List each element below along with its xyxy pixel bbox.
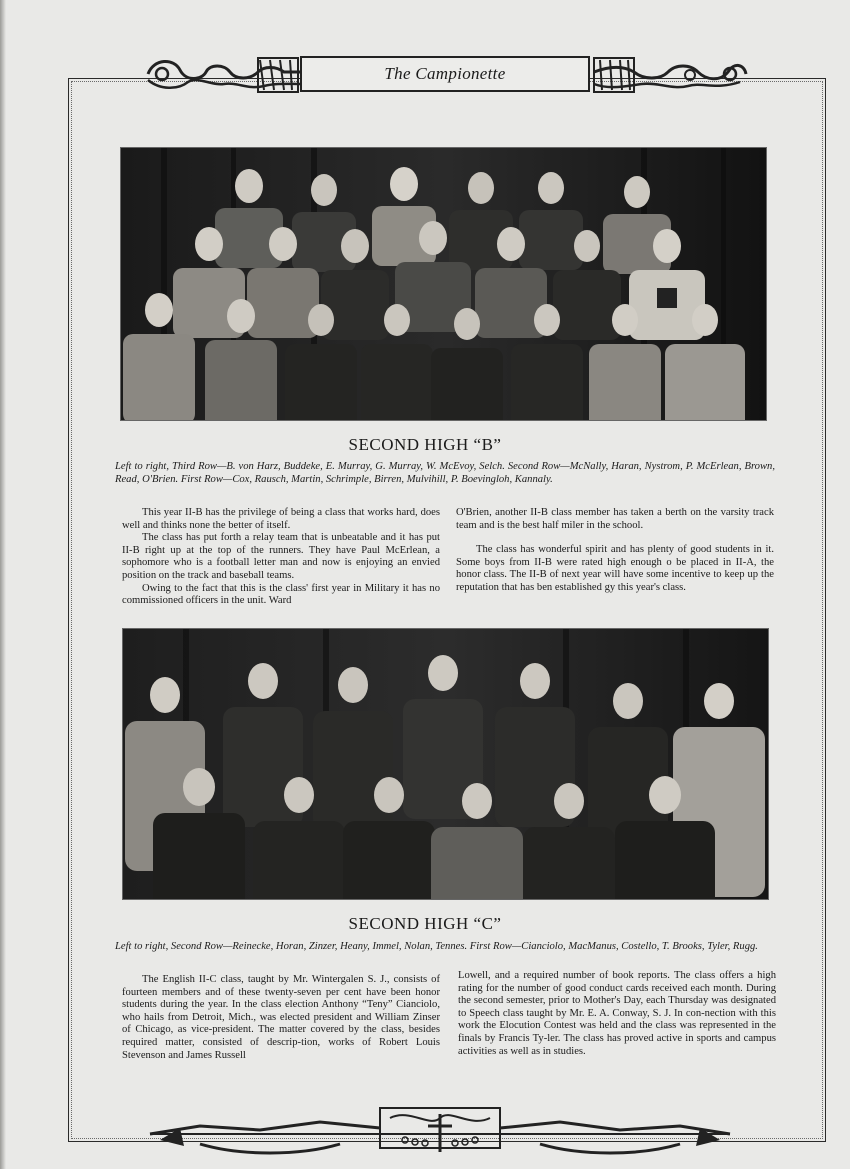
class-photo-second-high-c <box>122 628 769 900</box>
page-edge-shadow <box>0 0 6 1169</box>
article-paragraph: This year II-B has the privilege of being a class that works hard, does well and thinks none the better of itself. <box>122 507 440 531</box>
article-paragraph: O'Brien, another II-B class member has taken a berth on the varsity track team and is the best half miler in the school. <box>456 507 774 531</box>
footer-ornament <box>140 1100 740 1160</box>
article-column-right-b <box>456 507 774 595</box>
left-scroll-ornament <box>140 50 305 100</box>
photo-caption-second-high-c: Left to right, Second Row—Reinecke, Horan, Zinzer, Heany, Immel, Nolan, Tennes. First Row—Cianciolo, MacManus, Costello, T. Brooks, Tyler, Rugg. <box>115 941 758 952</box>
header-banner <box>140 50 750 100</box>
section-heading-second-high-c: SECOND HIGH “C” <box>348 914 502 933</box>
article-column-left-c <box>122 974 440 1062</box>
article-paragraph: Lowell, and a required number of book reports. The class offers a high rating for the number of good conduct cards received each month. During the second semester, prior to Mother's Day, each Thursday was designated to Speech class taught by Mr. E. A. Conway, S. J. In con-nection with this work the Elocution Contest was held and the class was represented in the finals by Francis Ty-ler. The class has proved active in sports and campus activities as well as in studies. <box>458 970 776 1057</box>
article-paragraph: Owing to the fact that this is the class' first year in Military it has no commissioned officers in the unit. Ward <box>122 582 440 607</box>
photo-caption-second-high-b: Left to right, Third Row—B. von Harz, Buddeke, E. Murray, G. Murray, W. McEvoy, Selch. Second Row—McNally, Haran, Nystrom, P. McErlean, Brown, Read, O'Brien. First Row—Cox, Rausch, Martin, Schrimple, Birren, Mulvihill, P. Boevingloh, Kannaly. <box>115 461 775 485</box>
article-paragraph: The class has put forth a relay team that is unbeatable and it has put II-B right up at the top of the runners. They have Paul McErlean, a sophomore who is a football letter man and now is enjoying an envied position on the track and baseball teams. <box>122 532 440 581</box>
article-paragraph: The class has wonderful spirit and has plenty of good students in it. Some boys from II-B were rated high enough o be placed in II-A, the honor class. The II-B of next year will have some incentive to keep up the reputation that has ben established gy this year's class. <box>456 544 774 593</box>
article-column-left-b <box>122 507 440 608</box>
right-scroll-ornament <box>590 50 750 100</box>
article-column-right-c <box>458 970 776 1058</box>
page-header-title: The Campionette <box>384 64 506 83</box>
article-paragraph: The English II-C class, taught by Mr. Wintergalen S. J., consists of fourteen members and of these twenty-seven per cent have been honor students during the year. In the class election Anthony “Teny” Cianciolo, who hails from Detroit, Mich., was elected president and William Zinser of Chicago, as vice-president. The matter covered by the class, besides required matter, consisted of descrip-tion, works of Robert Louis Stevenson and James Russell <box>122 974 440 1061</box>
class-photo-second-high-b <box>120 147 767 421</box>
section-heading-second-high-b: SECOND HIGH “B” <box>348 435 502 454</box>
header-title-box <box>300 56 590 92</box>
